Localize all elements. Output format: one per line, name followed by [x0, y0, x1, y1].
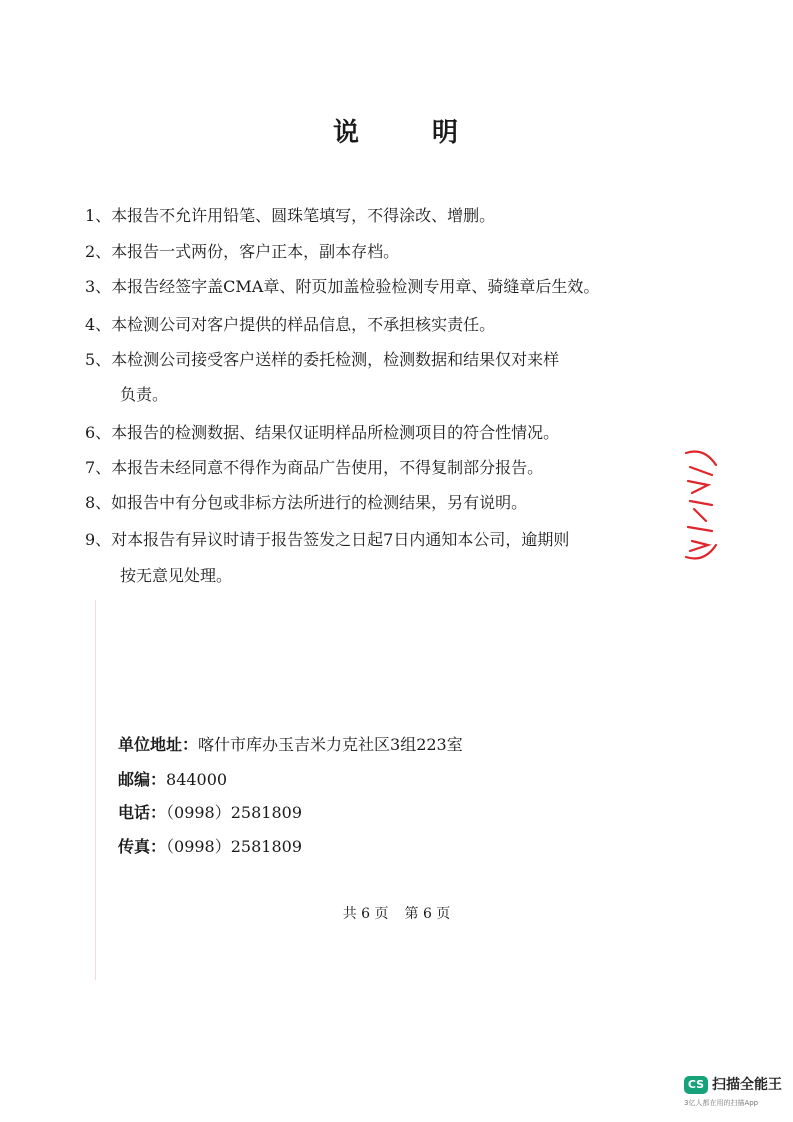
note-item-7: 7、本报告未经同意不得作为商品广告使用，不得复制部分报告。 — [85, 458, 544, 477]
fax-value: （0998）2581809 — [166, 837, 302, 856]
address-value: 喀什市库办玉吉米力克社区3组223室 — [198, 735, 463, 754]
address-label: 单位地址： — [118, 735, 199, 754]
note-item-8: 8、如报告中有分包或非标方法所进行的检测结果，另有说明。 — [85, 493, 528, 512]
phone-line — [118, 803, 302, 823]
note-item-1: 1、本报告不允许用铅笔、圆珠笔填写，不得涂改、增删。 — [85, 206, 496, 225]
page-number — [0, 903, 793, 923]
note-item-3: 3、本报告经签字盖CMA章、附页加盖检验检测专用章、骑缝章后生效。 — [85, 277, 600, 296]
phone-label: 电话： — [118, 803, 167, 822]
page-total: 共 6 页 — [342, 906, 389, 922]
fax-line — [118, 837, 302, 857]
fax-label: 传真： — [118, 837, 167, 856]
note-item-4: 4、本检测公司对客户提供的样品信息，不承担核实责任。 — [85, 315, 496, 334]
page-current: 第 6 页 — [404, 906, 451, 922]
note-item-9-continued: 按无意见处理。 — [120, 566, 233, 585]
postcode-line — [118, 770, 227, 790]
note-item-5: 5、本检测公司接受客户送样的委托检测，检测数据和结果仅对来样 — [85, 350, 560, 369]
note-item-6: 6、本报告的检测数据、结果仅证明样品所检测项目的符合性情况。 — [85, 423, 560, 442]
scanner-tagline: 3亿人都在用的扫描App — [684, 1099, 759, 1107]
postcode-label: 邮编： — [118, 770, 167, 789]
scanner-watermark — [684, 1076, 784, 1112]
postcode-value: 844000 — [166, 770, 228, 789]
scanner-app-name: 扫描全能王 — [712, 1077, 782, 1093]
page-title: 说 明 — [332, 118, 461, 148]
scanner-logo-icon: CS — [684, 1076, 708, 1094]
seam-seal-icon — [682, 445, 722, 565]
address-line — [118, 735, 463, 755]
note-item-9: 9、对本报告有异议时请于报告签发之日起7日内通知本公司，逾期则 — [85, 530, 570, 549]
page-edge-line — [95, 600, 96, 980]
note-item-2: 2、本报告一式两份，客户正本，副本存档。 — [85, 242, 400, 261]
note-item-5-continued: 负责。 — [120, 385, 169, 404]
phone-value: （0998）2581809 — [166, 803, 302, 822]
